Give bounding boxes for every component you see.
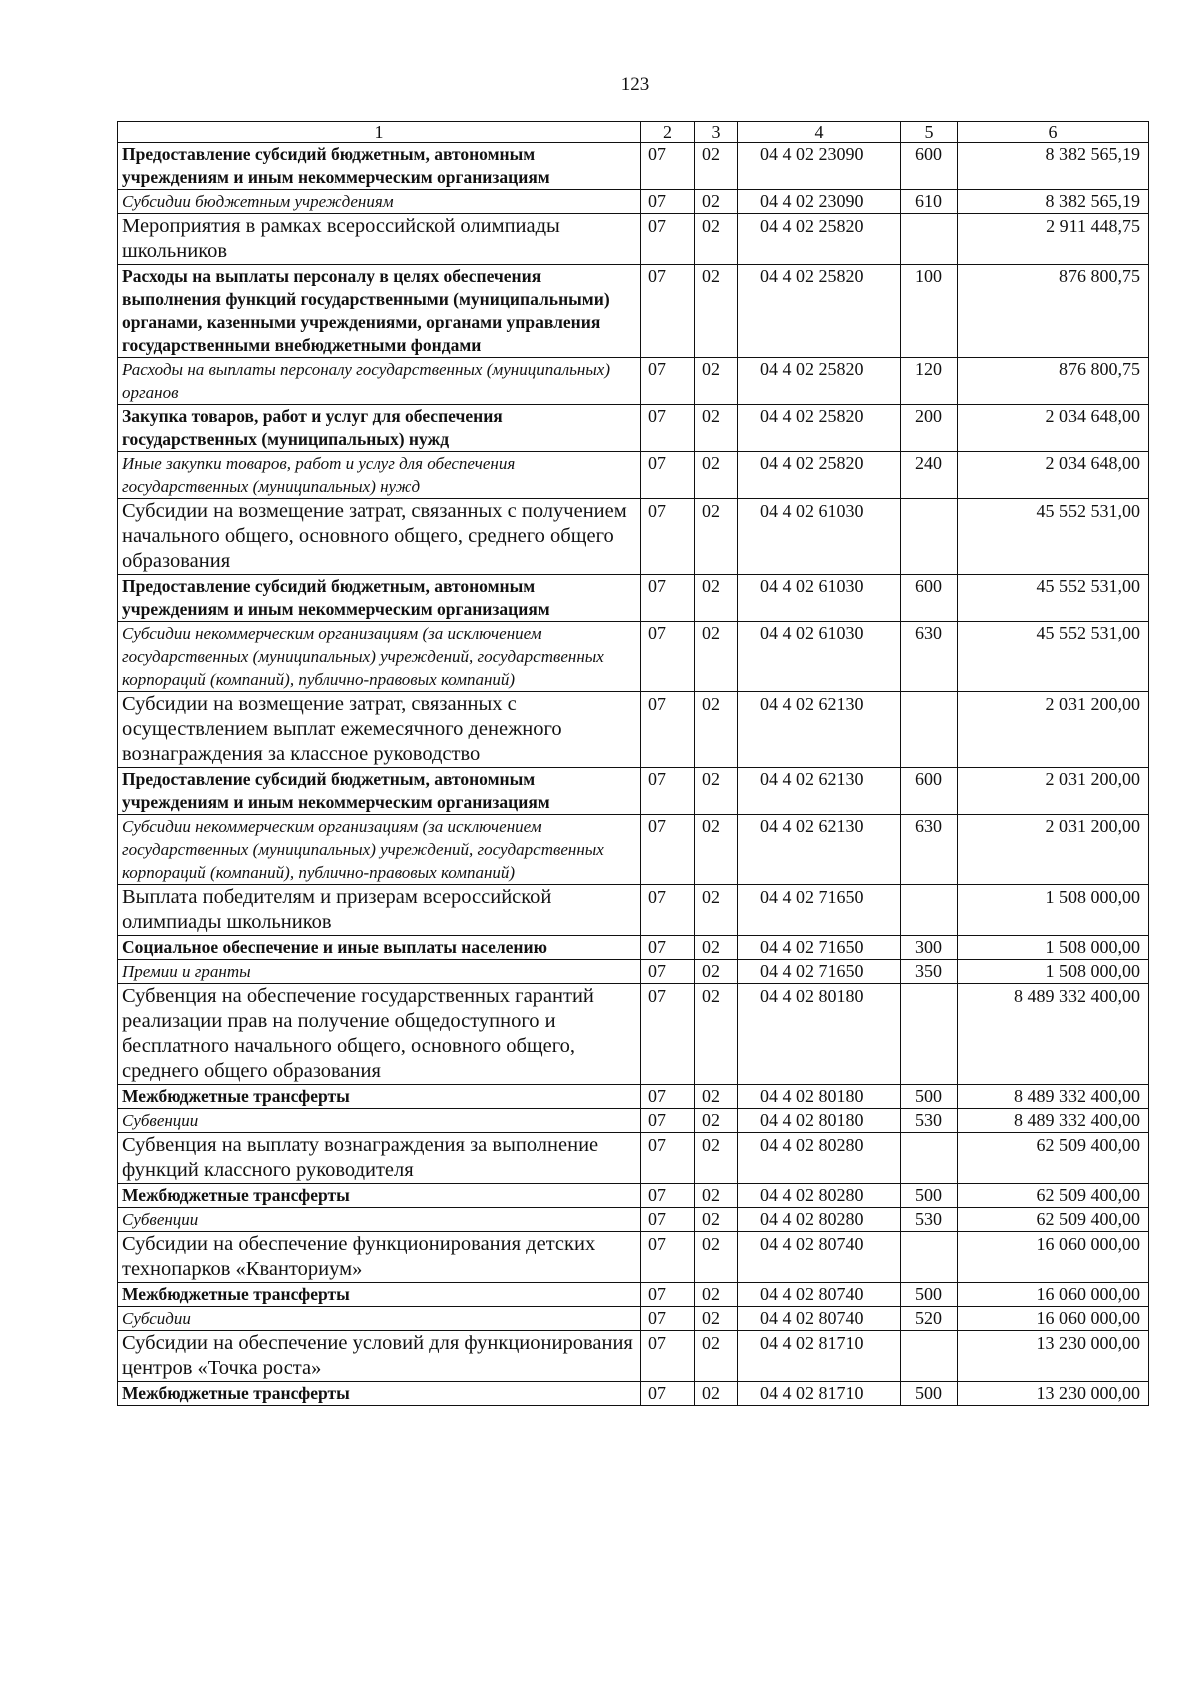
target-article-cell: 04 4 02 25820	[738, 405, 901, 452]
table-row	[118, 1232, 1149, 1283]
target-article-cell: 04 4 02 23090	[738, 143, 901, 190]
table-row	[118, 936, 1149, 960]
table-row	[118, 692, 1149, 768]
subsection-code-cell: 02	[695, 1133, 738, 1184]
section-code-cell: 07	[641, 1331, 695, 1382]
table-row	[118, 143, 1149, 190]
column-header: 1	[118, 122, 641, 143]
table-row	[118, 452, 1149, 499]
row-name-cell: Предоставление субсидий бюджетным, автономным учреждениям и иным некоммерческим организациям	[118, 768, 641, 815]
amount-cell: 13 230 000,00	[958, 1331, 1149, 1382]
expense-type-cell: 530	[901, 1208, 958, 1232]
section-code-cell: 07	[641, 960, 695, 984]
subsection-code-cell: 02	[695, 1232, 738, 1283]
table-row	[118, 984, 1149, 1085]
subsection-code-cell: 02	[695, 936, 738, 960]
section-code-cell: 07	[641, 405, 695, 452]
expense-type-cell: 500	[901, 1184, 958, 1208]
target-article-cell: 04 4 02 80280	[738, 1133, 901, 1184]
expense-type-cell	[901, 885, 958, 936]
row-name-cell: Премии и гранты	[118, 960, 641, 984]
row-name-cell: Субвенция на выплату вознаграждения за выполнение функций классного руководителя	[118, 1133, 641, 1184]
row-name-cell: Субвенция на обеспечение государственных гарантий реализации прав на получение общедоступного и бесплатного начального общего, основного общего, среднего общего образования	[118, 984, 641, 1085]
amount-cell: 876 800,75	[958, 265, 1149, 358]
row-name-cell: Межбюджетные трансферты	[118, 1283, 641, 1307]
subsection-code-cell: 02	[695, 692, 738, 768]
section-code-cell: 07	[641, 1232, 695, 1283]
section-code-cell: 07	[641, 499, 695, 575]
expense-type-cell: 240	[901, 452, 958, 499]
target-article-cell: 04 4 02 62130	[738, 815, 901, 885]
amount-cell: 8 489 332 400,00	[958, 1085, 1149, 1109]
amount-cell: 2 034 648,00	[958, 452, 1149, 499]
subsection-code-cell: 02	[695, 265, 738, 358]
target-article-cell: 04 4 02 25820	[738, 214, 901, 265]
row-name-cell: Межбюджетные трансферты	[118, 1085, 641, 1109]
section-code-cell: 07	[641, 622, 695, 692]
expense-type-cell	[901, 1133, 958, 1184]
table-row	[118, 1085, 1149, 1109]
amount-cell: 876 800,75	[958, 358, 1149, 405]
amount-cell: 8 489 332 400,00	[958, 984, 1149, 1085]
target-article-cell: 04 4 02 71650	[738, 960, 901, 984]
section-code-cell: 07	[641, 1307, 695, 1331]
amount-cell: 62 509 400,00	[958, 1133, 1149, 1184]
section-code-cell: 07	[641, 1109, 695, 1133]
row-name-cell: Субсидии на обеспечение условий для функционирования центров «Точка роста»	[118, 1331, 641, 1382]
target-article-cell: 04 4 02 25820	[738, 452, 901, 499]
column-header: 5	[901, 122, 958, 143]
table-row	[118, 768, 1149, 815]
amount-cell: 62 509 400,00	[958, 1208, 1149, 1232]
subsection-code-cell: 02	[695, 1307, 738, 1331]
amount-cell: 45 552 531,00	[958, 622, 1149, 692]
amount-cell: 2 031 200,00	[958, 692, 1149, 768]
expense-type-cell	[901, 692, 958, 768]
target-article-cell: 04 4 02 80740	[738, 1283, 901, 1307]
expense-type-cell: 530	[901, 1109, 958, 1133]
section-code-cell: 07	[641, 265, 695, 358]
table-row	[118, 1283, 1149, 1307]
subsection-code-cell: 02	[695, 1208, 738, 1232]
amount-cell: 1 508 000,00	[958, 936, 1149, 960]
section-code-cell: 07	[641, 358, 695, 405]
subsection-code-cell: 02	[695, 960, 738, 984]
expense-type-cell: 600	[901, 768, 958, 815]
expense-type-cell: 610	[901, 190, 958, 214]
budget-table	[117, 121, 1149, 1406]
amount-cell: 2 034 648,00	[958, 405, 1149, 452]
table-row	[118, 575, 1149, 622]
section-code-cell: 07	[641, 768, 695, 815]
target-article-cell: 04 4 02 81710	[738, 1331, 901, 1382]
row-name-cell: Закупка товаров, работ и услуг для обеспечения государственных (муниципальных) нужд	[118, 405, 641, 452]
amount-cell: 13 230 000,00	[958, 1382, 1149, 1406]
subsection-code-cell: 02	[695, 1085, 738, 1109]
row-name-cell: Предоставление субсидий бюджетным, автономным учреждениям и иным некоммерческим организациям	[118, 575, 641, 622]
subsection-code-cell: 02	[695, 622, 738, 692]
row-name-cell: Межбюджетные трансферты	[118, 1184, 641, 1208]
table-row	[118, 1382, 1149, 1406]
amount-cell: 8 382 565,19	[958, 190, 1149, 214]
section-code-cell: 07	[641, 1283, 695, 1307]
section-code-cell: 07	[641, 1085, 695, 1109]
subsection-code-cell: 02	[695, 984, 738, 1085]
expense-type-cell	[901, 1232, 958, 1283]
subsection-code-cell: 02	[695, 1382, 738, 1406]
subsection-code-cell: 02	[695, 1331, 738, 1382]
section-code-cell: 07	[641, 214, 695, 265]
section-code-cell: 07	[641, 190, 695, 214]
subsection-code-cell: 02	[695, 143, 738, 190]
subsection-code-cell: 02	[695, 1283, 738, 1307]
expense-type-cell: 600	[901, 575, 958, 622]
amount-cell: 2 031 200,00	[958, 768, 1149, 815]
section-code-cell: 07	[641, 936, 695, 960]
column-header: 3	[695, 122, 738, 143]
expense-type-cell: 200	[901, 405, 958, 452]
row-name-cell: Субсидии на обеспечение функционирования детских технопарков «Кванториум»	[118, 1232, 641, 1283]
target-article-cell: 04 4 02 80740	[738, 1307, 901, 1331]
row-name-cell: Социальное обеспечение и иные выплаты населению	[118, 936, 641, 960]
subsection-code-cell: 02	[695, 499, 738, 575]
subsection-code-cell: 02	[695, 190, 738, 214]
target-article-cell: 04 4 02 25820	[738, 358, 901, 405]
table-row	[118, 960, 1149, 984]
expense-type-cell: 350	[901, 960, 958, 984]
section-code-cell: 07	[641, 575, 695, 622]
table-row	[118, 1208, 1149, 1232]
amount-cell: 16 060 000,00	[958, 1232, 1149, 1283]
amount-cell: 2 911 448,75	[958, 214, 1149, 265]
row-name-cell: Расходы на выплаты персоналу в целях обеспечения выполнения функций государственными (муниципальными) органами, казенными учреждениями, органами управления государственными внебюджетными фондами	[118, 265, 641, 358]
row-name-cell: Выплата победителям и призерам всероссийской олимпиады школьников	[118, 885, 641, 936]
amount-cell: 8 382 565,19	[958, 143, 1149, 190]
table-row	[118, 214, 1149, 265]
section-code-cell: 07	[641, 452, 695, 499]
row-name-cell: Субсидии некоммерческим организациям (за исключением государственных (муниципальных) учреждений, государственных корпораций (компаний), публично-правовых компаний)	[118, 815, 641, 885]
column-header: 6	[958, 122, 1149, 143]
target-article-cell: 04 4 02 80280	[738, 1184, 901, 1208]
target-article-cell: 04 4 02 80180	[738, 1085, 901, 1109]
expense-type-cell	[901, 984, 958, 1085]
section-code-cell: 07	[641, 984, 695, 1085]
section-code-cell: 07	[641, 692, 695, 768]
target-article-cell: 04 4 02 25820	[738, 265, 901, 358]
subsection-code-cell: 02	[695, 815, 738, 885]
column-header: 4	[738, 122, 901, 143]
table-header-row	[118, 122, 1149, 143]
section-code-cell: 07	[641, 815, 695, 885]
row-name-cell: Межбюджетные трансферты	[118, 1382, 641, 1406]
amount-cell: 16 060 000,00	[958, 1307, 1149, 1331]
table-row	[118, 1133, 1149, 1184]
expense-type-cell	[901, 214, 958, 265]
page-number: 123	[620, 74, 650, 95]
target-article-cell: 04 4 02 80180	[738, 984, 901, 1085]
subsection-code-cell: 02	[695, 1109, 738, 1133]
amount-cell: 62 509 400,00	[958, 1184, 1149, 1208]
table-row	[118, 358, 1149, 405]
expense-type-cell: 120	[901, 358, 958, 405]
amount-cell: 16 060 000,00	[958, 1283, 1149, 1307]
amount-cell: 8 489 332 400,00	[958, 1109, 1149, 1133]
section-code-cell: 07	[641, 885, 695, 936]
expense-type-cell: 520	[901, 1307, 958, 1331]
amount-cell: 1 508 000,00	[958, 960, 1149, 984]
row-name-cell: Субсидии бюджетным учреждениям	[118, 190, 641, 214]
table-row	[118, 885, 1149, 936]
expense-type-cell: 630	[901, 815, 958, 885]
target-article-cell: 04 4 02 80740	[738, 1232, 901, 1283]
table-row	[118, 405, 1149, 452]
amount-cell: 45 552 531,00	[958, 575, 1149, 622]
expense-type-cell: 500	[901, 1283, 958, 1307]
table-row	[118, 622, 1149, 692]
amount-cell: 1 508 000,00	[958, 885, 1149, 936]
target-article-cell: 04 4 02 80180	[738, 1109, 901, 1133]
target-article-cell: 04 4 02 71650	[738, 936, 901, 960]
section-code-cell: 07	[641, 1382, 695, 1406]
expense-type-cell: 300	[901, 936, 958, 960]
amount-cell: 45 552 531,00	[958, 499, 1149, 575]
row-name-cell: Субвенции	[118, 1109, 641, 1133]
row-name-cell: Субсидии некоммерческим организациям (за исключением государственных (муниципальных) учреждений, государственных корпораций (компаний), публично-правовых компаний)	[118, 622, 641, 692]
expense-type-cell	[901, 499, 958, 575]
target-article-cell: 04 4 02 61030	[738, 622, 901, 692]
expense-type-cell: 500	[901, 1085, 958, 1109]
target-article-cell: 04 4 02 62130	[738, 768, 901, 815]
target-article-cell: 04 4 02 62130	[738, 692, 901, 768]
table-row	[118, 1307, 1149, 1331]
table-row	[118, 815, 1149, 885]
target-article-cell: 04 4 02 71650	[738, 885, 901, 936]
expense-type-cell	[901, 1331, 958, 1382]
row-name-cell: Субвенции	[118, 1208, 641, 1232]
target-article-cell: 04 4 02 23090	[738, 190, 901, 214]
subsection-code-cell: 02	[695, 358, 738, 405]
subsection-code-cell: 02	[695, 885, 738, 936]
section-code-cell: 07	[641, 1133, 695, 1184]
section-code-cell: 07	[641, 143, 695, 190]
subsection-code-cell: 02	[695, 405, 738, 452]
subsection-code-cell: 02	[695, 768, 738, 815]
row-name-cell: Субсидии	[118, 1307, 641, 1331]
expense-type-cell: 600	[901, 143, 958, 190]
expense-type-cell: 500	[901, 1382, 958, 1406]
row-name-cell: Субсидии на возмещение затрат, связанных с получением начального общего, основного общего, среднего общего образования	[118, 499, 641, 575]
expense-type-cell: 100	[901, 265, 958, 358]
table-row	[118, 265, 1149, 358]
subsection-code-cell: 02	[695, 214, 738, 265]
section-code-cell: 07	[641, 1184, 695, 1208]
amount-cell: 2 031 200,00	[958, 815, 1149, 885]
target-article-cell: 04 4 02 80280	[738, 1208, 901, 1232]
row-name-cell: Расходы на выплаты персоналу государственных (муниципальных) органов	[118, 358, 641, 405]
target-article-cell: 04 4 02 61030	[738, 499, 901, 575]
table-row	[118, 499, 1149, 575]
subsection-code-cell: 02	[695, 1184, 738, 1208]
row-name-cell: Предоставление субсидий бюджетным, автономным учреждениям и иным некоммерческим организациям	[118, 143, 641, 190]
row-name-cell: Субсидии на возмещение затрат, связанных с осуществлением выплат ежемесячного денежного вознаграждения за классное руководство	[118, 692, 641, 768]
table-row	[118, 1184, 1149, 1208]
subsection-code-cell: 02	[695, 575, 738, 622]
column-header: 2	[641, 122, 695, 143]
expense-type-cell: 630	[901, 622, 958, 692]
row-name-cell: Мероприятия в рамках всероссийской олимпиады школьников	[118, 214, 641, 265]
target-article-cell: 04 4 02 61030	[738, 575, 901, 622]
table-row	[118, 1109, 1149, 1133]
section-code-cell: 07	[641, 1208, 695, 1232]
table-row	[118, 190, 1149, 214]
target-article-cell: 04 4 02 81710	[738, 1382, 901, 1406]
subsection-code-cell: 02	[695, 452, 738, 499]
row-name-cell: Иные закупки товаров, работ и услуг для обеспечения государственных (муниципальных) нужд	[118, 452, 641, 499]
table-row	[118, 1331, 1149, 1382]
